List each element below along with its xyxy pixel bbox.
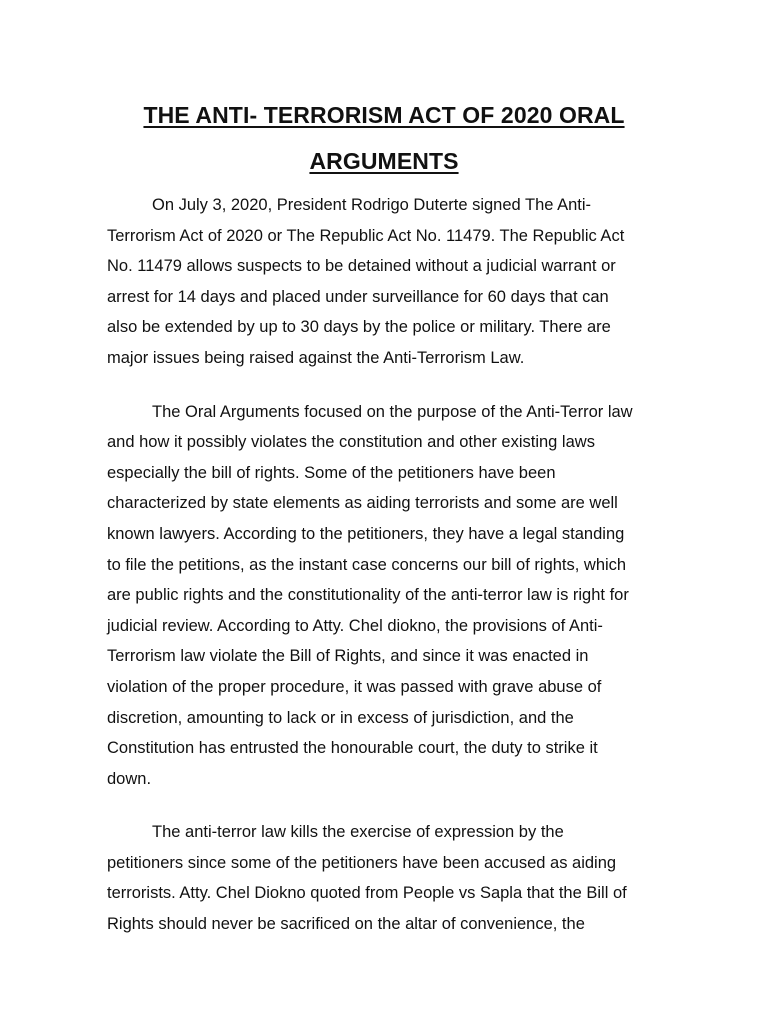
paragraph-line: major issues being raised against the Anti-Terrorism Law. <box>107 348 525 367</box>
paragraph-line: The Oral Arguments focused on the purpose of the Anti-Terror law <box>152 402 633 421</box>
paragraph-2 <box>107 397 667 795</box>
paragraph-line: to file the petitions, as the instant case concerns our bill of rights, which <box>107 555 627 574</box>
title-line-1: THE ANTI- TERRORISM ACT OF 2020 ORAL <box>143 102 625 128</box>
paragraph-line: No. 11479 allows suspects to be detained without a judicial warrant or <box>107 257 616 276</box>
paragraph-line: Terrorism Act of 2020 or The Republic Act No. 11479. The Republic Act <box>107 226 625 245</box>
title-line-2: ARGUMENTS <box>309 148 459 174</box>
paragraph-line: down. <box>107 769 152 788</box>
paragraph-3 <box>107 817 667 939</box>
paragraph-1 <box>107 190 667 374</box>
paragraph-line: are public rights and the constitutionality of the anti-terror law is right for <box>107 586 629 605</box>
document-title <box>100 92 668 184</box>
paragraph-line: known lawyers. According to the petitioners, they have a legal standing <box>107 524 625 543</box>
paragraph-line: discretion, amounting to lack or in excess of jurisdiction, and the <box>107 708 574 727</box>
document-body <box>107 190 667 963</box>
paragraph-line: arrest for 14 days and placed under surveillance for 60 days that can <box>107 287 609 306</box>
paragraph-line: also be extended by up to 30 days by the police or military. There are <box>107 318 611 337</box>
paragraph-line: Terrorism law violate the Bill of Rights, and since it was enacted in <box>107 647 589 666</box>
paragraph-line: violation of the proper procedure, it was passed with grave abuse of <box>107 677 602 696</box>
paragraph-line: Constitution has entrusted the honourable court, the duty to strike it <box>107 739 598 758</box>
paragraph-line: characterized by state elements as aiding terrorists and some are well <box>107 494 618 513</box>
paragraph-line: terrorists. Atty. Chel Diokno quoted from People vs Sapla that the Bill of <box>107 884 627 903</box>
paragraph-line: The anti-terror law kills the exercise of expression by the <box>152 823 564 842</box>
paragraph-line: especially the bill of rights. Some of the petitioners have been <box>107 463 556 482</box>
paragraph-line: On July 3, 2020, President Rodrigo Duterte signed The Anti- <box>152 196 592 214</box>
paragraph-line: petitioners since some of the petitioners have been accused as aiding <box>107 853 617 872</box>
paragraph-line: Rights should never be sacrificed on the altar of convenience, the <box>107 915 585 934</box>
paragraph-line: and how it possibly violates the constitution and other existing laws <box>107 433 595 452</box>
paragraph-line: judicial review. According to Atty. Chel diokno, the provisions of Anti- <box>107 616 603 635</box>
